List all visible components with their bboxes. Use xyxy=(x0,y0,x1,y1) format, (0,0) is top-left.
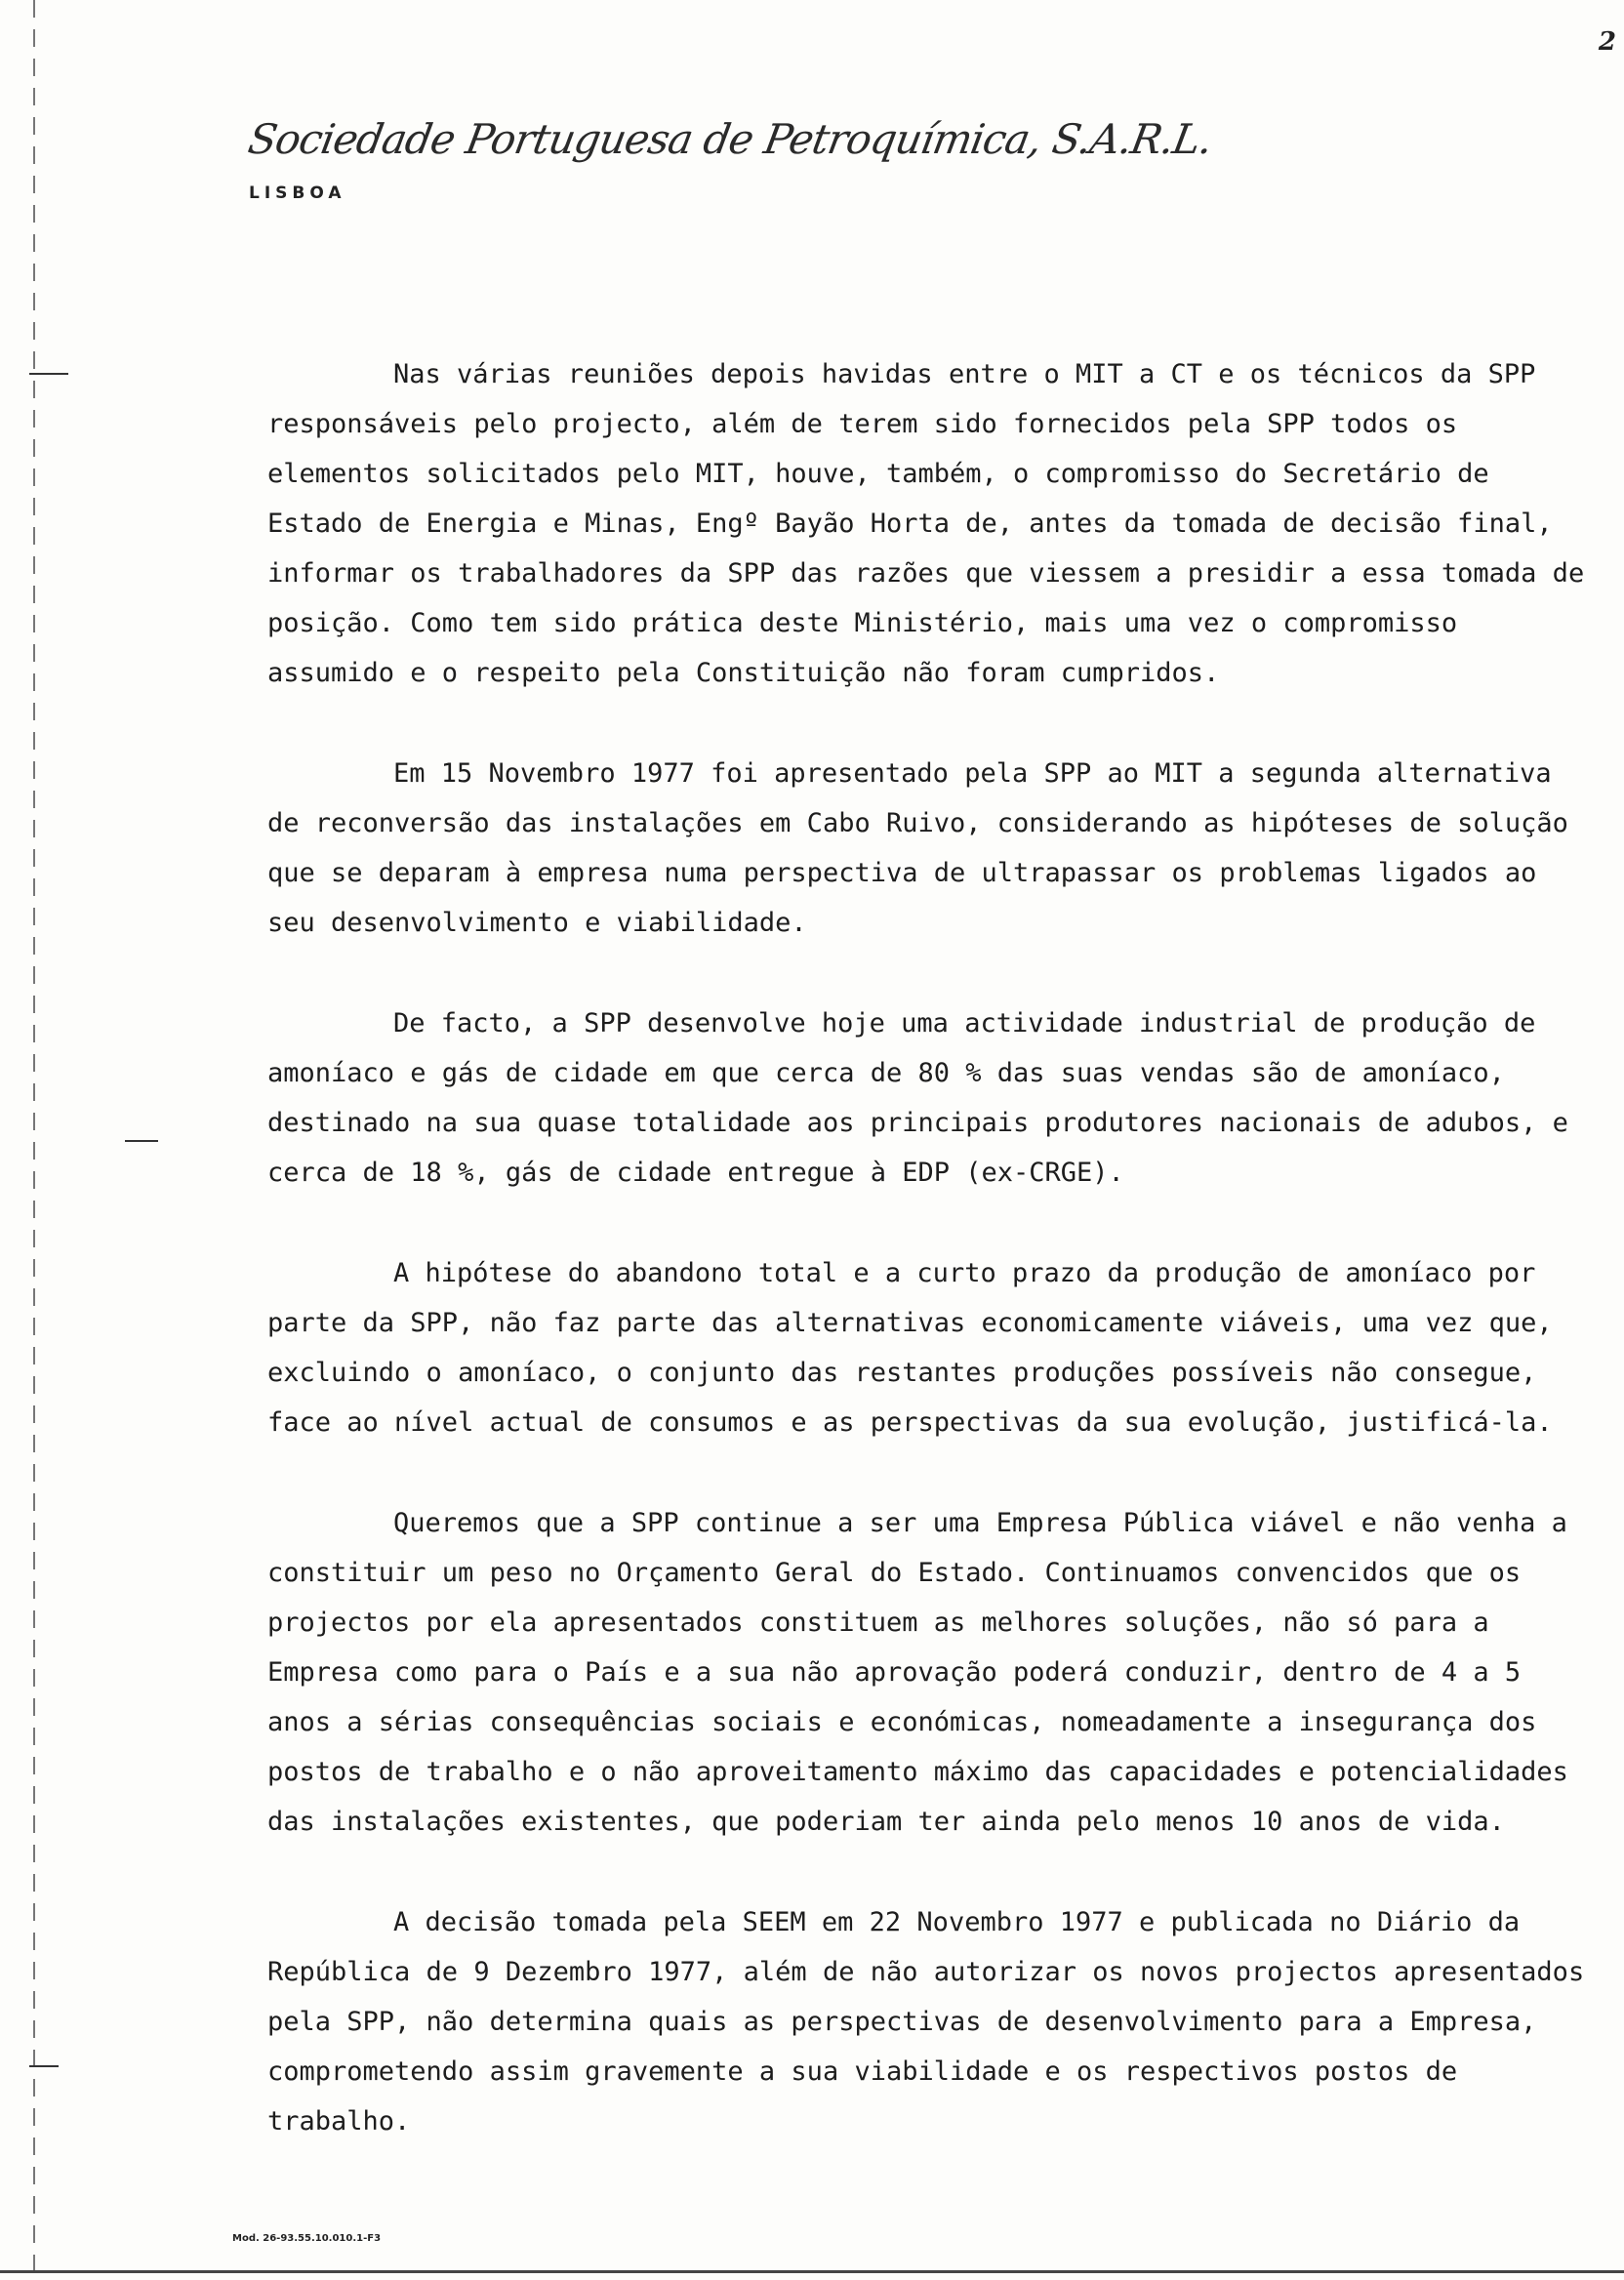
letterhead xyxy=(244,115,1216,163)
margin-tick xyxy=(29,373,68,375)
paragraph: A hipótese do abandono total e a curto prazo da produção de amoníaco por parte da SPP, não faz parte das alternativas economicamente viáveis, uma vez que, excluindo o amoníaco, o conjunto das restantes produções possíveis não consegue, face ao nível actual de consumos e as perspectivas da sua evolução, justificá-la. xyxy=(267,1258,1553,1438)
company-name: Sociedade Portuguesa de Petroquímica, S.A.R.L. xyxy=(244,115,1216,163)
letterhead-city: LISBOA xyxy=(249,183,346,203)
bottom-rule xyxy=(0,2270,1624,2273)
paragraph: De facto, a SPP desenvolve hoje uma actividade industrial de produção de amoníaco e gás de cidade em que cerca de 80 % das suas vendas são de amoníaco, destinado na sua quase totalidade aos principais produtores nacionais de adubos, e cerca de 18 %, gás de cidade entregue à EDP (ex-CRGE). xyxy=(267,1008,1568,1188)
page-number: 2 xyxy=(1598,27,1616,57)
margin-tick xyxy=(29,2065,59,2067)
body-text xyxy=(267,349,1587,2197)
paragraph: Queremos que a SPP continue a ser uma Empresa Pública viável e não venha a constituir um peso no Orçamento Geral do Estado. Continuamos convencidos que os projectos por ela apresentados constituem as melhores soluções, não só para a Empresa como para o País e a sua não aprovação poderá conduzir, dentro de 4 a 5 anos a sérias consequências sociais e económicas, nomeadamente a insegurança dos postos de trabalho e o não aproveitamento máximo das capacidades e potencialidades das instalações existentes, que poderiam ter ainda pelo menos 10 anos de vida. xyxy=(267,1508,1568,1837)
margin-tick xyxy=(125,1140,158,1142)
paragraph: A decisão tomada pela SEEM em 22 Novembro 1977 e publicada no Diário da República de 9 Dezembro 1977, além de não autorizar os novos projectos apresentados pela SPP, não determina quais as perspectivas de desenvolvimento para a Empresa, comprometendo assim gravemente a sua viabilidade e os respectivos postos de trabalho. xyxy=(267,1907,1585,2137)
paragraph: Em 15 Novembro 1977 foi apresentado pela SPP ao MIT a segunda alternativa de reconversão das instalações em Cabo Ruivo, considerando as hipóteses de solução que se deparam à empresa numa perspectiva de ultrapassar os problemas ligados ao seu desenvolvimento e viabilidade. xyxy=(267,758,1568,938)
binder-margin-line xyxy=(33,0,35,2280)
paragraph: Nas várias reuniões depois havidas entre o MIT a CT e os técnicos da SPP responsáveis pelo projecto, além de terem sido fornecidos pela SPP todos os elementos solicitados pelo MIT, houve, também, o compromisso do Secretário de Estado de Energia e Minas, Engº Bayão Horta de, antes da tomada de decisão final, informar os trabalhadores da SPP das razões que viessem a presidir a essa tomada de posição. Como tem sido prática deste Ministério, mais uma vez o compromisso assumido e o respeito pela Constituição não foram cumpridos. xyxy=(267,359,1585,688)
form-code: Mod. 26-93.55.10.010.1-F3 xyxy=(232,2233,382,2244)
